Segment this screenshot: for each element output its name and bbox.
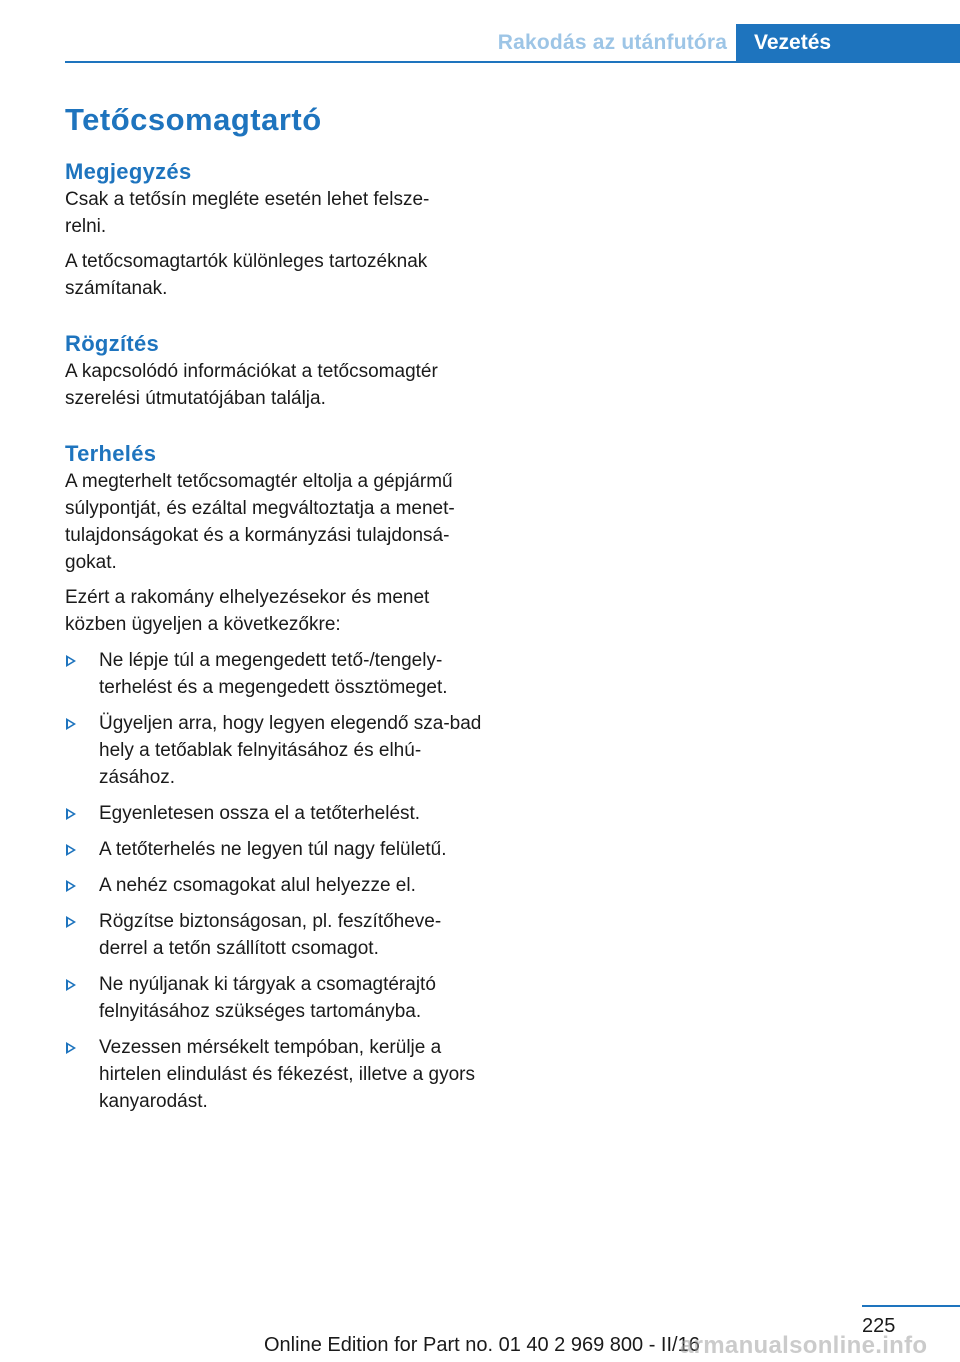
list-item-text: Vezessen mérsékelt tempóban, kerülje a hirtelen elindulást és fékezést, illetve a gyors kanyarodást. xyxy=(99,1037,475,1112)
triangle-right-icon xyxy=(66,1042,76,1054)
triangle-right-icon xyxy=(66,979,76,991)
list-item-text: Ne nyúljanak ki tárgyak a csomagtérajtó felnyitásához szükséges tartományba. xyxy=(99,974,436,1022)
list-item xyxy=(65,1034,483,1115)
header-divider xyxy=(65,61,960,63)
list-item xyxy=(65,710,483,791)
section-rogzites xyxy=(65,330,483,412)
section-title: Rögzítés xyxy=(65,331,160,356)
section-terheles xyxy=(65,440,483,1115)
section-title: Megjegyzés xyxy=(65,159,192,184)
list-item xyxy=(65,800,483,827)
page-title: Tetőcsomagtartó xyxy=(65,102,322,137)
footer-divider xyxy=(862,1305,960,1307)
list-item xyxy=(65,836,483,863)
triangle-right-icon xyxy=(66,808,76,820)
watermark: armanualsonline.info xyxy=(680,1332,928,1359)
list-item-text: Rögzítse biztonságosan, pl. feszítőheve-derrel a tetőn szállított csomagot. xyxy=(99,911,442,959)
list-item xyxy=(65,647,483,701)
triangle-right-icon xyxy=(66,718,76,730)
list-item-text: Egyenletesen ossza el a tetőterhelést. xyxy=(99,803,421,824)
list-item-text: Ne lépje túl a megengedett tető-/tengely-terhelést és a megengedett össztömeget. xyxy=(99,650,448,698)
list-item xyxy=(65,908,483,962)
triangle-right-icon xyxy=(66,655,76,667)
triangle-right-icon xyxy=(66,916,76,928)
list-item xyxy=(65,971,483,1025)
paragraph: A tetőcsomagtartók különleges tartozéknak számítanak. xyxy=(65,251,428,299)
triangle-right-icon xyxy=(66,844,76,856)
paragraph: A megterhelt tetőcsomagtér eltolja a gépjármű súlypontját, és ezáltal megváltoztatja a menet-tulajdonságokat és a kormányzási tulajdonsá-gokat. xyxy=(65,471,455,573)
bullet-list xyxy=(65,647,483,1115)
paragraph: A kapcsolódó információkat a tetőcsomagtér szerelési útmutatójában találja. xyxy=(65,361,438,409)
main-content xyxy=(65,100,483,1124)
header-chapter-tab: Vezetés xyxy=(736,24,960,61)
page-number: 225 xyxy=(862,1315,896,1337)
triangle-right-icon xyxy=(66,880,76,892)
paragraph: Ezért a rakomány elhelyezésekor és menet közben ügyeljen a következőkre: xyxy=(65,587,430,635)
list-item-text: A tetőterhelés ne legyen túl nagy felületű. xyxy=(99,839,447,860)
footer-edition: Online Edition for Part no. 01 40 2 969 800 - II/16 xyxy=(264,1334,700,1356)
paragraph: Csak a tetősín megléte esetén lehet felsze- relni. xyxy=(65,189,430,237)
section-megjegyzes xyxy=(65,158,483,302)
section-title: Terhelés xyxy=(65,441,157,466)
list-item-text: Ügyeljen arra, hogy legyen elegendő sza-bad hely a tetőablak felnyitásához és elhú-zásához. xyxy=(99,713,482,788)
list-item xyxy=(65,872,483,899)
list-item-text: A nehéz csomagokat alul helyezze el. xyxy=(99,875,416,896)
header-section-label: Rakodás az utánfutóra xyxy=(489,24,736,61)
